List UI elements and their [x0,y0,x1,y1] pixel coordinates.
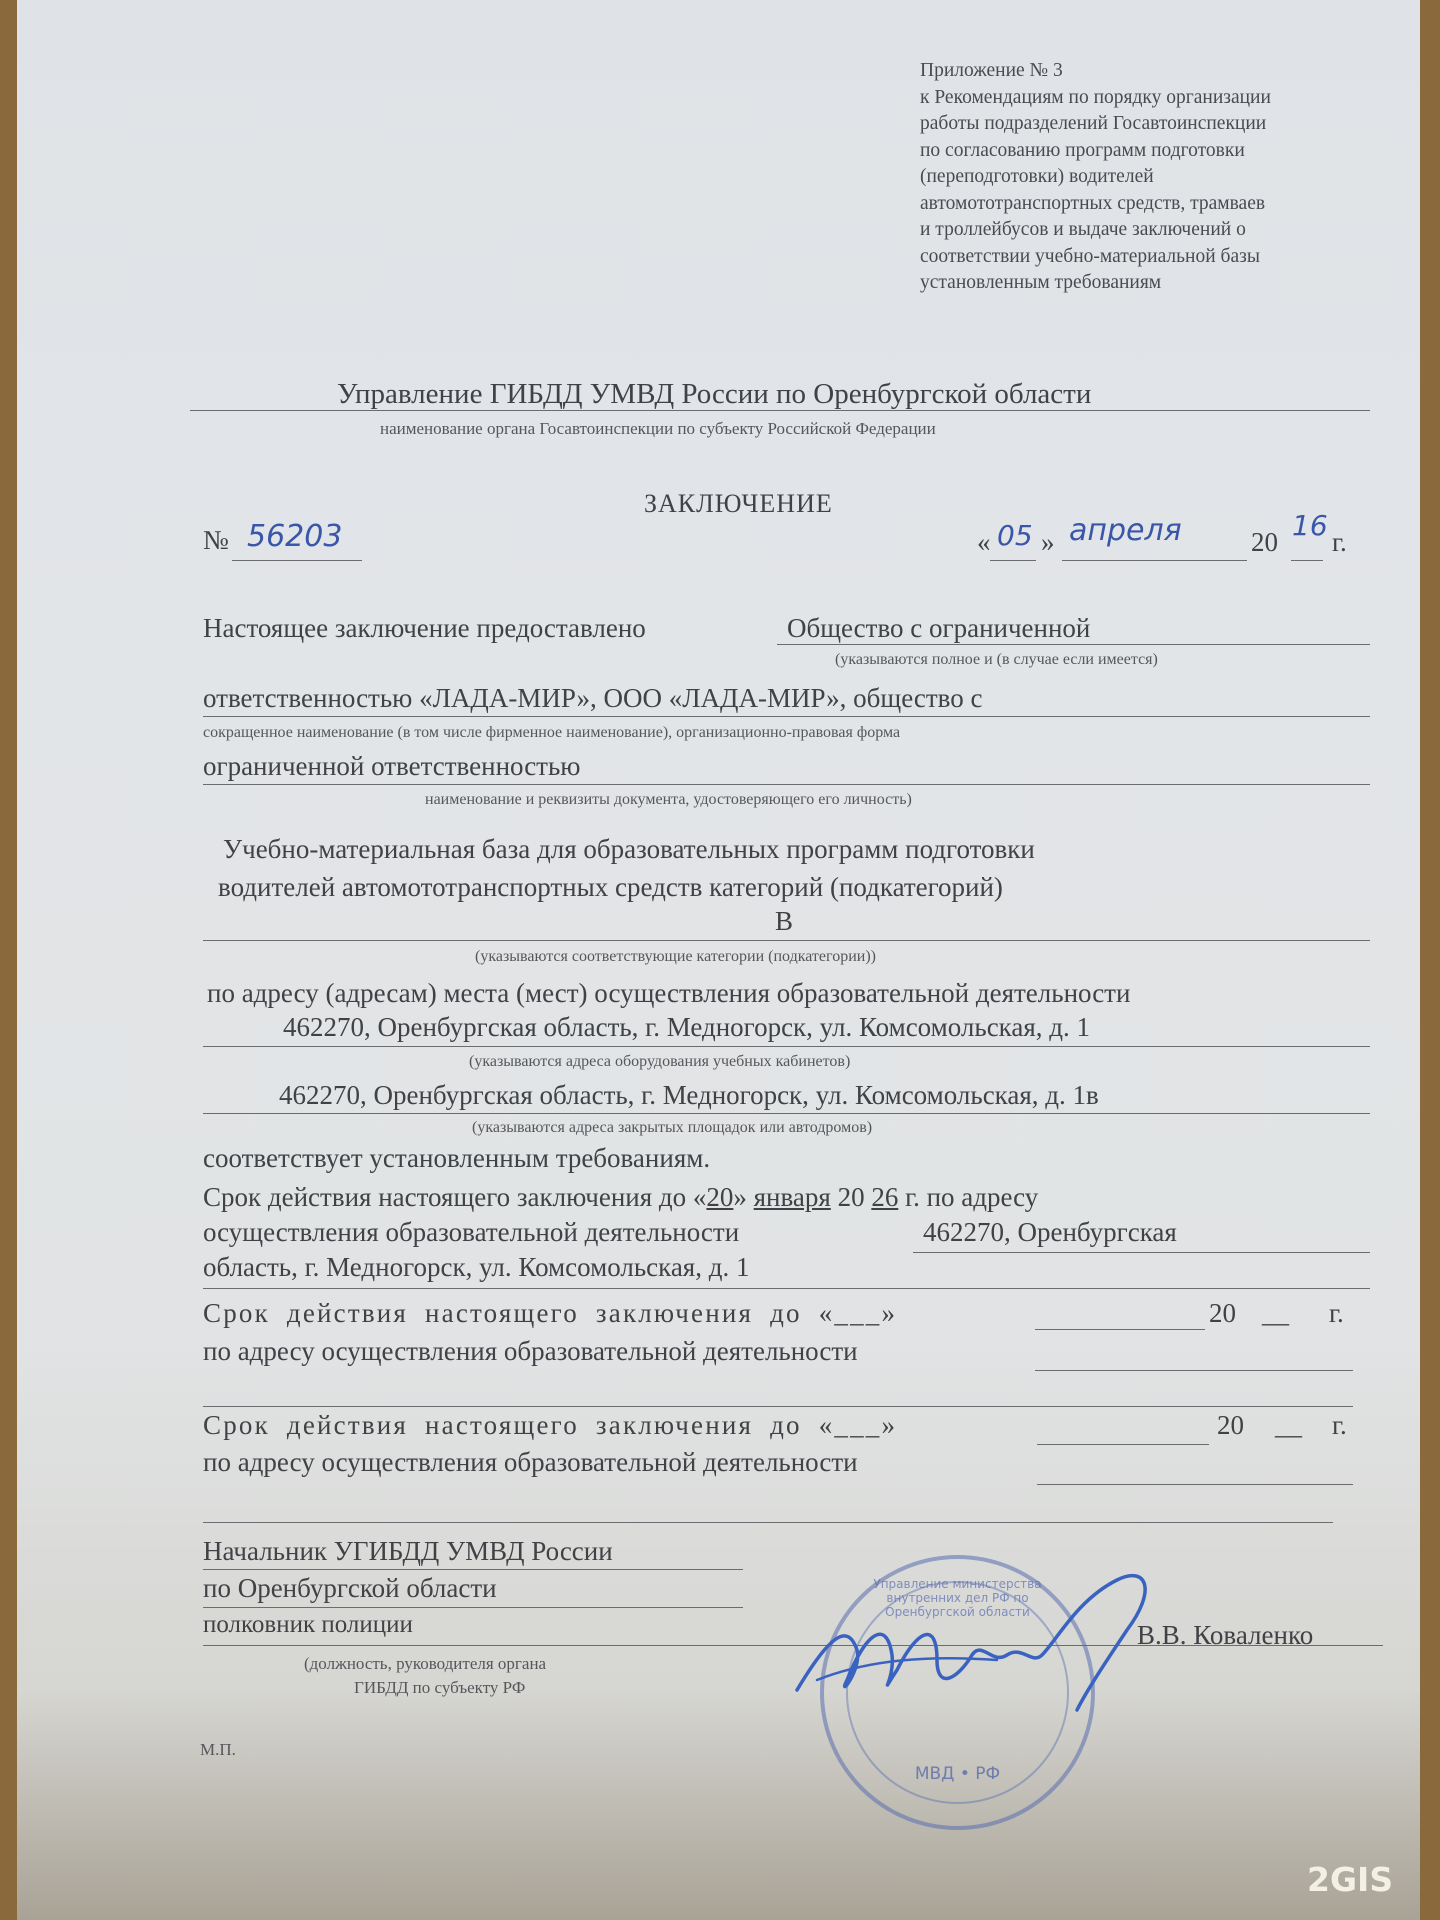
base-line2: водителей автомототранспортных средств категорий (подкатегорий) [218,872,1003,902]
signatory-position-line: полковник полиции [203,1611,413,1638]
date-close-quote: » [1041,527,1055,557]
address2-underline [203,1113,1370,1114]
validity-year: 26 [871,1182,899,1212]
issued-to-underline3 [203,784,1370,785]
blank2-label: Срок действия настоящего заключения до «___» [203,1410,898,1440]
authority-name: Управление ГИБДД УМВД России по Оренбургской области [337,378,1092,410]
issued-to-caption2: сокращенное наименование (в том числе фирменное наименование), организационно-правовая форма [203,724,901,741]
date-year-underline [1291,560,1323,561]
appendix-line: к Рекомендациям по порядку организации [920,86,1271,108]
validity-text-after: г. по адресу [898,1182,1039,1212]
date-month: апреля [1069,513,1182,548]
issued-to-caption1: (указываются полное и (в случае если имеется) [835,651,1158,668]
blank2-year-prefix: 20 [1217,1410,1244,1440]
issued-to-line1: Общество с ограниченной [787,613,1091,643]
validity-primary-line2-label: осуществления образовательной деятельности [203,1217,740,1247]
date-year-unit: г. [1332,527,1347,557]
address2-value: 462270, Оренбургская область, г. Медногорск, ул. Комсомольская, д. 1в [279,1080,1099,1110]
appendix-note [920,58,1271,297]
date-day: 05 [997,519,1033,552]
stamp-center-text: МВД • РФ [914,1764,1001,1784]
signatory-caption: ГИБДД по субъекту РФ [354,1678,526,1697]
blank2-address-line [1037,1484,1353,1485]
validity-primary-underline2 [913,1252,1370,1253]
blank1-address-line [1035,1370,1353,1371]
base-line1: Учебно-материальная база для образовательных программ подготовки [223,834,1035,864]
blank2-month-line [1037,1444,1209,1445]
address1-caption: (указываются адреса оборудования учебных кабинетов) [469,1053,851,1070]
validity-text-mid: » [733,1182,754,1212]
date-year-suffix: 16 [1292,509,1328,542]
validity-primary-line1 [203,1182,1038,1213]
issued-to-line2: ответственностью «ЛАДА-МИР», ООО «ЛАДА-МИР», общество с [203,683,983,713]
appendix-line: работы подразделений Госавтоинспекции [920,113,1267,134]
appendix-line: автомототранспортных средств, трамваев [920,192,1266,214]
date-month-underline [1062,560,1247,561]
blank2-address-label: по адресу осуществления образовательной деятельности [203,1447,858,1477]
category-value: B [775,906,794,936]
stamp-place-label: М.П. [200,1740,236,1759]
blank2-extra-line [203,1522,1333,1523]
appendix-line: (переподготовки) водителей [920,166,1154,187]
signatory-caption: (должность, руководителя органа [304,1654,547,1673]
appendix-line: по согласованию программ подготовки [920,139,1245,161]
conformity-statement: соответствует установленным требованиям. [203,1143,711,1173]
blank1-year-unit: г. [1329,1298,1344,1328]
date-open-quote: « [977,527,991,557]
validity-month: января [753,1182,831,1212]
address-label: по адресу (адресам) места (мест) осуществления образовательной деятельности [207,978,1131,1008]
signatory-position-line: по Оренбургской области [203,1573,497,1603]
issued-to-underline2 [203,716,1370,717]
blank2-year-blank: __ [1275,1410,1302,1440]
blank2-year-unit: г. [1332,1410,1347,1440]
address2-caption: (указываются адреса закрытых площадок или автодромов) [472,1119,873,1136]
blank1-year-blank: __ [1262,1298,1289,1328]
authority-caption: наименование органа Госавтоинспекции по субъекту Российской Федерации [380,419,936,438]
issued-to-caption3: наименование и реквизиты документа, удостоверяющего его личность) [425,791,912,808]
blank1-month-line [1035,1329,1205,1330]
address1-underline [203,1046,1370,1047]
blank1-address-label: по адресу осуществления образовательной деятельности [203,1336,858,1366]
validity-day: 20 [706,1182,734,1212]
blank1-extra-line [203,1406,1353,1407]
appendix-line: соответствии учебно-материальной базы [920,245,1260,267]
authority-underline [190,410,1370,411]
signatory-position-line: Начальник УГИБДД УМВД России [203,1536,613,1566]
document-page [17,0,1420,1920]
watermark-logo: 2GIS [1307,1860,1394,1899]
category-underline [203,940,1370,941]
appendix-line: и троллейбусов и выдаче заключений о [920,219,1246,240]
issued-to-line3: ограниченной ответственностью [203,751,581,781]
date-year-prefix: 20 [1251,527,1278,557]
issued-to-underline1 [777,644,1370,645]
number-label: № [203,525,229,555]
number-underline [232,560,362,561]
blank1-year-prefix: 20 [1209,1298,1236,1328]
document-title: ЗАКЛЮЧЕНИЕ [644,489,833,518]
signatory-name: В.В. Коваленко [1137,1620,1314,1650]
validity-primary-line2-value: 462270, Оренбургская [923,1217,1177,1247]
appendix-line: Приложение № 3 [920,60,1063,81]
validity-primary-underline3 [203,1288,1370,1289]
blank1-label: Срок действия настоящего заключения до «___» [203,1298,898,1328]
date-day-underline [990,560,1036,561]
signature-icon [787,1560,1167,1730]
address1-value: 462270, Оренбургская область, г. Медногорск, ул. Комсомольская, д. 1 [283,1012,1091,1042]
category-caption: (указываются соответствующие категории (подкатегории)) [475,948,876,965]
signatory-underline1 [203,1569,743,1570]
validity-year-prefix: 20 [830,1182,872,1212]
stamp-ring-text: Управление министерства внутренних дел РФ по Оренбургской области [873,1577,1042,1619]
appendix-line: установленным требованиям [920,272,1162,293]
signatory-underline2 [203,1607,743,1608]
validity-primary-line3-value: область, г. Медногорск, ул. Комсомольская, д. 1 [203,1252,750,1282]
validity-text-before: Срок действия настоящего заключения до « [203,1182,707,1212]
issued-to-label: Настоящее заключение предоставлено [203,613,646,643]
certificate-number: 56203 [247,519,343,554]
